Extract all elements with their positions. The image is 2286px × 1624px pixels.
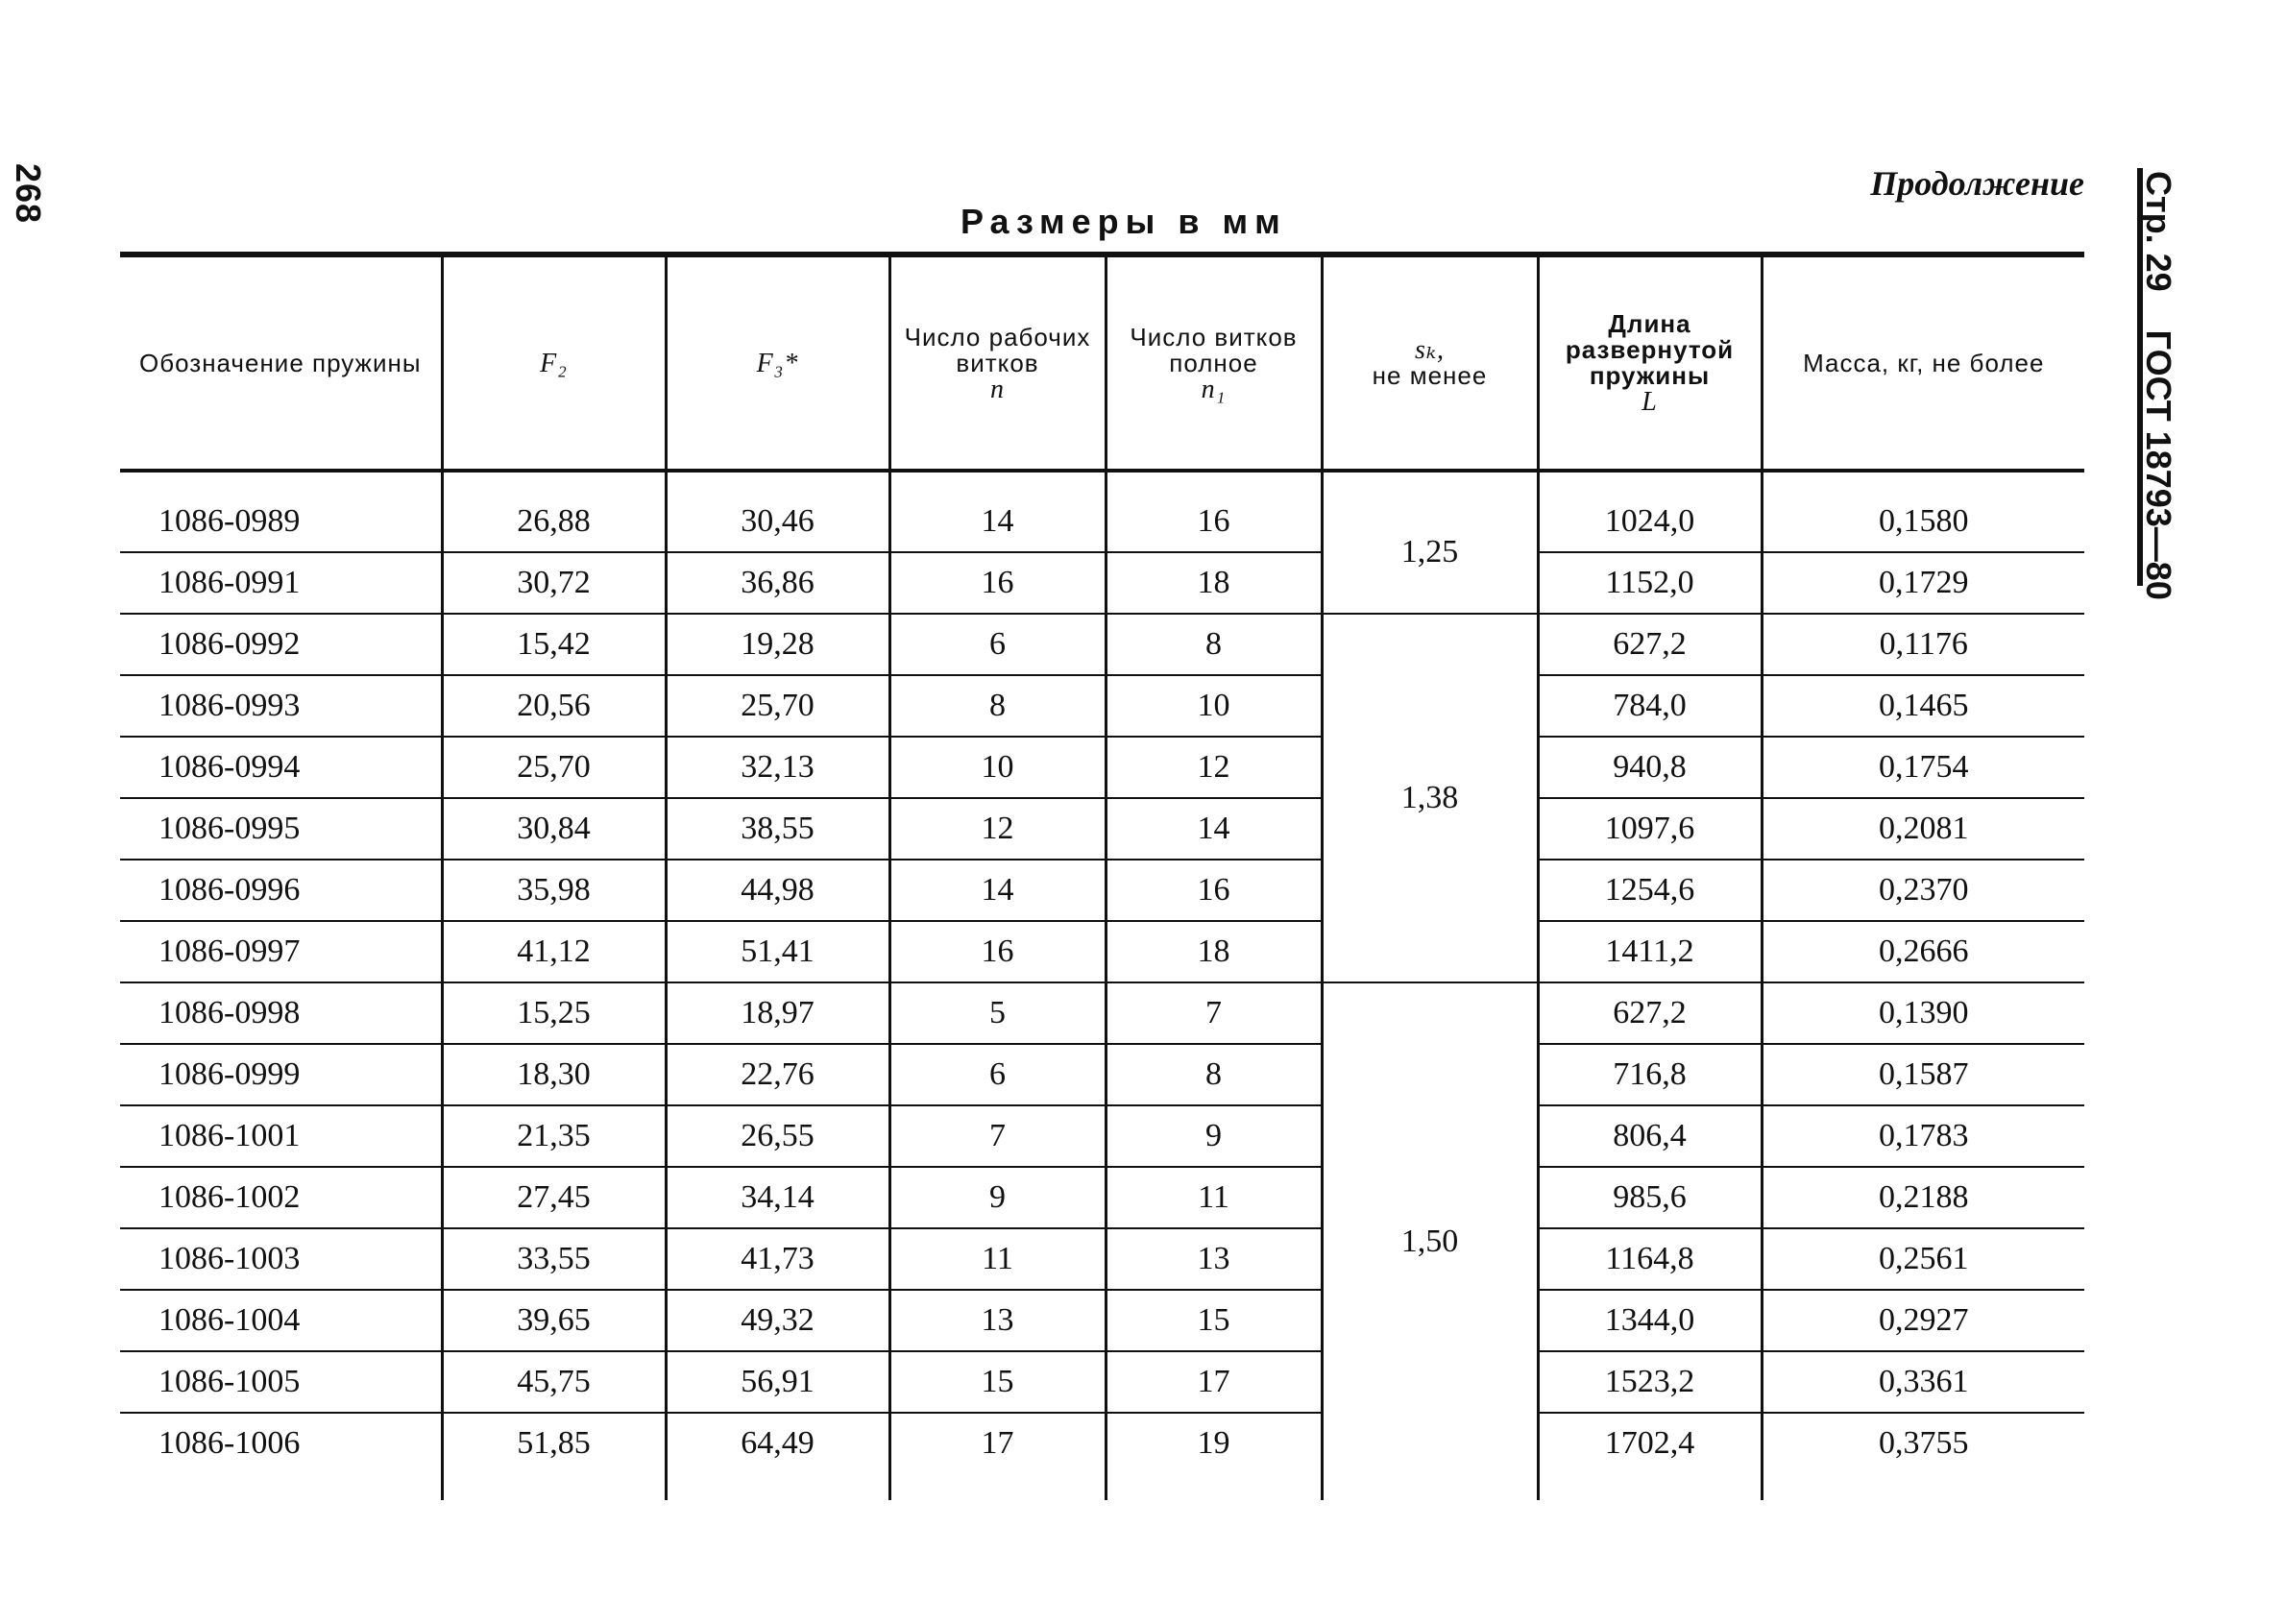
cell-mass: 0,1587 (1762, 1044, 2084, 1105)
cell-n: 7 (889, 1105, 1106, 1167)
cell-n1: 13 (1106, 1228, 1322, 1290)
cell-n: 6 (889, 614, 1106, 675)
header-mass (1762, 255, 2084, 471)
cell-f2: 15,42 (442, 614, 666, 675)
cell-designation: 1086-1006 (158, 1425, 301, 1461)
cell-mass: 0,3755 (1762, 1413, 2084, 1500)
header-length (1538, 255, 1762, 471)
cell-n1: 14 (1106, 798, 1322, 860)
cell-f3: 56,91 (666, 1351, 889, 1413)
cell-f3: 41,73 (666, 1228, 889, 1290)
cell-designation: 1086-1005 (120, 1351, 442, 1413)
cell-n1: 19 (1106, 1413, 1322, 1500)
cell-mass: 0,3361 (1762, 1351, 2084, 1413)
cell-length: 627,2 (1538, 614, 1762, 675)
side-header (2138, 171, 2178, 600)
cell-designation: 1086-0996 (120, 860, 442, 921)
cell-designation: 1086-1004 (120, 1290, 442, 1351)
side-standard-label: ГОСТ 18793—80 (2139, 329, 2178, 600)
cell-mass: 0,1754 (1762, 737, 2084, 798)
header-n1-symbol: n₁ (1201, 374, 1227, 404)
cell-n: 16 (889, 552, 1106, 614)
cell-n: 11 (889, 1228, 1106, 1290)
cell-mass: 0,1390 (1762, 982, 2084, 1044)
cell-n: 10 (889, 737, 1106, 798)
cell-n: 13 (889, 1290, 1106, 1351)
cell-length: 1702,4 (1538, 1413, 1762, 1500)
cell-f2: 41,12 (442, 921, 666, 982)
cell-designation: 1086-0992 (120, 614, 442, 675)
spring-table-container (120, 252, 2084, 1500)
cell-f2: 21,35 (442, 1105, 666, 1167)
cell-f3: 22,76 (666, 1044, 889, 1105)
cell-f3: 19,28 (666, 614, 889, 675)
cell-n1: 16 (1106, 492, 1322, 552)
cell-mass: 0,2666 (1762, 921, 2084, 982)
cell-mass: 0,1580 (1762, 492, 2084, 552)
cell-designation: 1086-0999 (120, 1044, 442, 1105)
header-n-symbol: n (990, 374, 1005, 404)
table-row (120, 798, 2084, 860)
table-row (120, 1167, 2084, 1228)
cell-length: 1164,8 (1538, 1228, 1762, 1290)
table-header-row (120, 255, 2084, 471)
header-n (889, 255, 1106, 471)
cell-length: 627,2 (1538, 982, 1762, 1044)
cell-n: 14 (889, 860, 1106, 921)
cell-length: 1411,2 (1538, 921, 1762, 982)
side-page-label: Стр. 29 (2139, 171, 2178, 292)
cell-f2: 30,84 (442, 798, 666, 860)
cell-designation: 1086-1003 (120, 1228, 442, 1290)
cell-designation: 1086-0989 (120, 492, 442, 552)
cell-n1: 12 (1106, 737, 1322, 798)
cell-f3: 49,32 (666, 1290, 889, 1351)
cell-n1: 8 (1106, 1044, 1322, 1105)
table-row (120, 675, 2084, 737)
table-row (120, 1044, 2084, 1105)
cell-n1: 7 (1106, 982, 1322, 1044)
cell-mass: 0,2188 (1762, 1167, 2084, 1228)
cell-f2: 35,98 (442, 860, 666, 921)
cell-f3: 44,98 (666, 860, 889, 921)
table-row (120, 492, 2084, 552)
cell-length: 1523,2 (1538, 1351, 1762, 1413)
cell-n: 16 (889, 921, 1106, 982)
header-n1-title: Число витков полное (1130, 322, 1298, 377)
cell-n: 5 (889, 982, 1106, 1044)
cell-length: 1024,0 (1538, 492, 1762, 552)
header-f3-text: F₃* (756, 348, 799, 378)
cell-designation: 1086-1002 (120, 1167, 442, 1228)
header-sk-title: не менее (1372, 361, 1488, 390)
cell-designation: 1086-0998 (120, 982, 442, 1044)
cell-f3: 18,97 (666, 982, 889, 1044)
cell-sk: 1,25 (1322, 492, 1538, 614)
table-row (120, 921, 2084, 982)
cell-mass: 0,2081 (1762, 798, 2084, 860)
cell-n1: 9 (1106, 1105, 1322, 1167)
header-designation-text: Обозначение пружины (138, 348, 422, 377)
cell-mass: 0,1465 (1762, 675, 2084, 737)
cell-designation: 1086-1001 (120, 1105, 442, 1167)
cell-f3: 36,86 (666, 552, 889, 614)
cell-n: 8 (889, 675, 1106, 737)
cell-f3: 30,46 (666, 492, 889, 552)
cell-f3: 51,41 (666, 921, 889, 982)
cell-f3: 32,13 (666, 737, 889, 798)
header-designation (120, 255, 442, 471)
cell-length: 1097,6 (1538, 798, 1762, 860)
cell-f2: 45,75 (442, 1351, 666, 1413)
cell-length: 784,0 (1538, 675, 1762, 737)
table-row (120, 737, 2084, 798)
cell-sk: 1,38 (1322, 614, 1538, 982)
cell-f2: 26,88 (442, 492, 666, 552)
cell-f2: 30,72 (442, 552, 666, 614)
cell-designation: 1086-0991 (120, 552, 442, 614)
cell-n1: 8 (1106, 614, 1322, 675)
table-row (120, 1290, 2084, 1351)
cell-designation: 1086-0993 (120, 675, 442, 737)
cell-f2: 51,85 (442, 1413, 666, 1500)
page-number: 268 (9, 163, 48, 225)
cell-f2: 15,25 (442, 982, 666, 1044)
cell-designation: 1086-0997 (120, 921, 442, 982)
header-f3 (666, 255, 889, 471)
table-row (120, 860, 2084, 921)
cell-length: 940,8 (1538, 737, 1762, 798)
cell-designation: 1086-0994 (120, 737, 442, 798)
cell-n1: 18 (1106, 552, 1322, 614)
table-row (120, 552, 2084, 614)
cell-length: 1152,0 (1538, 552, 1762, 614)
header-length-title: Длина развернутой пружины (1565, 309, 1735, 390)
header-f2 (442, 255, 666, 471)
table-body (120, 471, 2084, 1500)
cell-f2: 39,65 (442, 1290, 666, 1351)
cell-mass: 0,2927 (1762, 1290, 2084, 1351)
cell-f2: 25,70 (442, 737, 666, 798)
cell-n: 9 (889, 1167, 1106, 1228)
cell-n: 14 (889, 492, 1106, 552)
cell-f3: 25,70 (666, 675, 889, 737)
cell-n: 6 (889, 1044, 1106, 1105)
cell-mass: 0,1783 (1762, 1105, 2084, 1167)
table-row (120, 1228, 2084, 1290)
cell-sk: 1,50 (1322, 982, 1538, 1500)
cell-f2: 18,30 (442, 1044, 666, 1105)
header-length-symbol: L (1642, 387, 1658, 417)
cell-n1: 11 (1106, 1167, 1322, 1228)
cell-f3: 64,49 (666, 1413, 889, 1500)
table-spacer-row (120, 471, 2084, 492)
cell-n: 17 (889, 1413, 1106, 1500)
cell-n: 12 (889, 798, 1106, 860)
cell-f3: 26,55 (666, 1105, 889, 1167)
cell-designation: 1086-0995 (120, 798, 442, 860)
header-n1 (1106, 255, 1322, 471)
cell-n1: 16 (1106, 860, 1322, 921)
spring-table (120, 252, 2084, 1500)
cell-f3: 34,14 (666, 1167, 889, 1228)
cell-mass: 0,1176 (1762, 614, 2084, 675)
header-n-title: Число рабочих витков (904, 322, 1091, 377)
cell-length: 806,4 (1538, 1105, 1762, 1167)
cell-n1: 18 (1106, 921, 1322, 982)
cell-n1: 10 (1106, 675, 1322, 737)
cell-length: 1254,6 (1538, 860, 1762, 921)
cell-n: 15 (889, 1351, 1106, 1413)
cell-length: 716,8 (1538, 1044, 1762, 1105)
table-row (120, 1413, 2084, 1500)
cell-mass: 0,1729 (1762, 552, 2084, 614)
table-row (120, 1351, 2084, 1413)
cell-n1: 15 (1106, 1290, 1322, 1351)
cell-length: 985,6 (1538, 1167, 1762, 1228)
cell-f2: 27,45 (442, 1167, 666, 1228)
cell-f2: 33,55 (442, 1228, 666, 1290)
header-f2-text: F₂ (540, 348, 568, 378)
table-row (120, 982, 2084, 1044)
table-row (120, 614, 2084, 675)
cell-f2: 20,56 (442, 675, 666, 737)
header-mass-text: Масса, кг, не более (1803, 348, 2045, 377)
table-caption: Размеры в мм (961, 202, 1287, 241)
cell-n1: 17 (1106, 1351, 1322, 1413)
cell-mass: 0,2561 (1762, 1228, 2084, 1290)
cell-f3: 38,55 (666, 798, 889, 860)
continuation-label: Продолжение (1870, 164, 2084, 203)
cell-length: 1344,0 (1538, 1290, 1762, 1351)
table-row (120, 1105, 2084, 1167)
cell-mass: 0,2370 (1762, 860, 2084, 921)
header-sk-symbol: sₖ, (1414, 335, 1446, 365)
header-sk (1322, 255, 1538, 471)
